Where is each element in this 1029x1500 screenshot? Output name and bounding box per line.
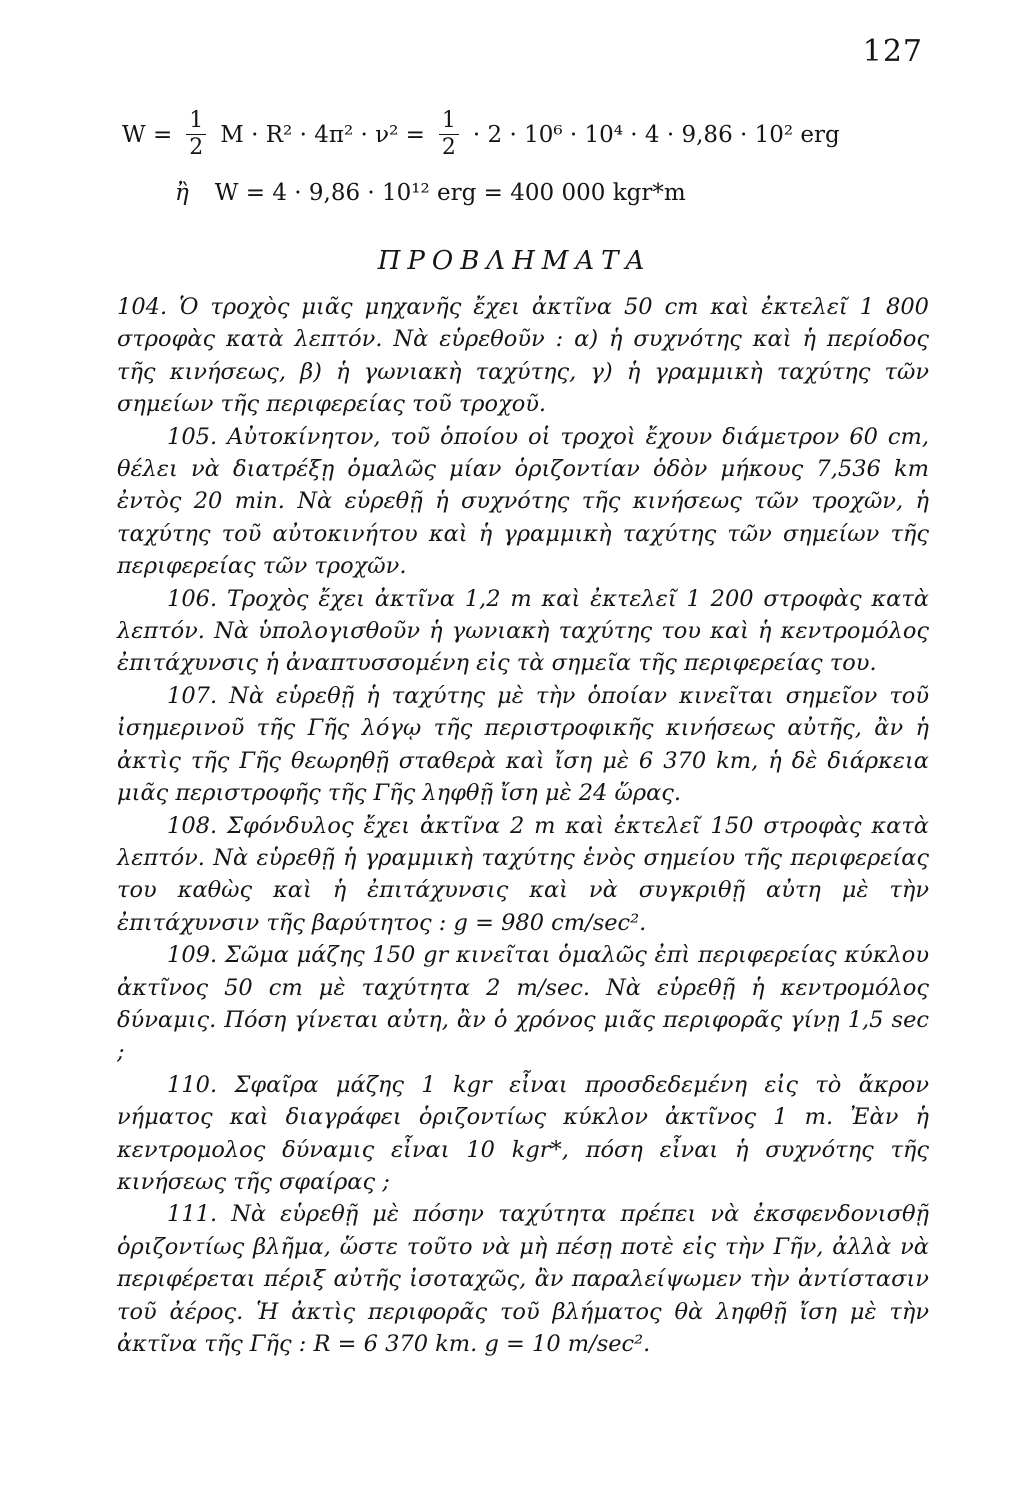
problem-text: Ὁ τροχὸς μιᾶς μηχανῆς ἔχει ἀκτῖνα 50 cm καὶ ἐκτελεῖ 1 800 στροφὰς κατὰ λεπτόν. Νὰ εὑρεθοῦν : α) ἡ συχνότης καὶ ἡ περίοδος τῆς κινήσεως, β) ἡ γωνιακὴ ταχύτης, γ) ἡ γραμμικὴ ταχύτης τῶν σημείων τῆς περιφερείας τοῦ τροχοῦ. [117, 294, 929, 418]
eq1-middle: M · R² · 4π² · ν² = [220, 121, 425, 148]
fraction-numerator: 1 [186, 110, 206, 135]
problem-109 [117, 939, 929, 1069]
eq1-lhs: W = [122, 121, 173, 148]
problem-number: 110. [167, 1071, 218, 1098]
energy-result-equation [175, 180, 686, 206]
section-heading: ΠΡΟΒΛΗΜΑΤΑ [377, 246, 652, 276]
problem-number: 107. [167, 682, 218, 709]
energy-equation [118, 110, 844, 159]
eq2-body: W = 4 · 9,86 · 10¹² erg = 400 000 kgr*m [214, 180, 686, 206]
problem-110 [117, 1069, 929, 1199]
problem-list [117, 291, 929, 1360]
problem-106 [117, 583, 929, 680]
half-fraction-2 [439, 110, 459, 159]
problem-text: Σῶμα μάζης 150 gr κινεῖται ὁμαλῶς ἐπὶ περιφερείας κύκλου ἀκτῖνος 50 cm μὲ ταχύτητα 2 m/sec. Νὰ εὑρεθῇ ἡ κεντρομόλος δύναμις. Πόση γίνεται αὐτη, ἂν ὁ χρόνος μιᾶς περιφορᾶς γίνῃ 1,5 sec ; [117, 942, 930, 1066]
fraction-denominator-2: 2 [441, 135, 456, 160]
page-number: 127 [862, 34, 923, 69]
fraction-denominator: 2 [189, 135, 204, 160]
problem-104 [117, 291, 929, 421]
problem-105 [117, 421, 929, 583]
problem-text: Νὰ εὑρεθῇ ἡ ταχύτης μὲ τὴν ὁποίαν κινεῖται σημεῖον τοῦ ἰσημερινοῦ τῆς Γῆς λόγῳ τῆς περιστροφικῆς κινήσεως αὐτῆς, ἂν ἡ ἀκτὶς τῆς Γῆς θεωρηθῇ σταθερὰ καὶ ἴση μὲ 6 370 km, ἡ δὲ διάρκεια μιᾶς περιστροφῆς τῆς Γῆς ληφθῇ ἴση μὲ 24 ὥρας. [117, 682, 929, 807]
problem-number: 106. [167, 585, 218, 612]
eq2-prefix: ἢ [175, 180, 189, 206]
problem-108 [117, 810, 929, 940]
problem-text: Σφαῖρα μάζης 1 kgr εἶναι προσδεδεμένη εἰς τὸ ἄκρον νήματος καὶ διαγράφει ὁριζοντίως κύκλον ἀκτῖνος 1 m. Ἐὰν ἡ κεντρομολος δύναμις εἶναι 10 kgr*, πόση εἶναι ἡ συχνότης τῆς κινήσεως τῆς σφαίρας ; [117, 1071, 929, 1195]
problem-number: 108. [167, 812, 218, 839]
problem-number: 109. [167, 942, 218, 969]
fraction-numerator-2: 1 [439, 110, 459, 135]
problem-text: Σφόνδυλος ἔχει ἀκτῖνα 2 m καὶ ἐκτελεῖ 150 στροφὰς κατὰ λεπτόν. Νὰ εὑρεθῇ ἡ γραμμικὴ ταχύτης ἑνὸς σημείου τῆς περιφερείας του καθὼς καὶ ἡ ἐπιτάχυνσις καὶ νὰ συγκριθῇ αὐτη μὲ τὴν ἐπιτάχυνσιν τῆς βαρύτητος : g = 980 cm/sec². [117, 812, 929, 936]
problem-text: Νὰ εὑρεθῇ μὲ πόσην ταχύτητα πρέπει νὰ ἐκσφενδονισθῇ ὁριζοντίως βλῆμα, ὥστε τοῦτο νὰ μὴ πέσῃ ποτὲ εἰς τὴν Γῆν, ἀλλὰ νὰ περιφέρεται πέριξ αὐτῆς ἰσοταχῶς, ἂν παραλείψωμεν τὴν ἀντίστασιν τοῦ ἀέρος. Ἡ ἀκτὶς περιφορᾶς τοῦ βλήματος θὰ ληφθῇ ἴση μὲ τὴν ἀκτῖνα τῆς Γῆς : R = 6 370 km. g = 10 m/sec². [117, 1201, 929, 1357]
problem-number: 104. [117, 294, 168, 320]
problem-text: Τροχὸς ἔχει ἀκτῖνα 1,2 m καὶ ἐκτελεῖ 1 200 στροφὰς κατὰ λεπτόν. Νὰ ὑπολογισθοῦν ἡ γωνιακὴ ταχύτης του καὶ ἡ κεντρομόλος ἐπιτάχυνσις ἡ ἀναπτυσσομένη εἰς τὰ σημεῖα τῆς περιφερείας του. [117, 585, 929, 677]
problem-text: Αὐτοκίνητον, τοῦ ὁποίου οἱ τροχοὶ ἔχουν διάμετρον 60 cm, θέλει νὰ διατρέξῃ ὁμαλῶς μίαν ὁριζοντίαν ὁδὸν μήκους 7,536 km ἐντὸς 20 min. Νὰ εὑρεθῇ ἡ συχνότης τῆς κινήσεως τῶν τροχῶν, ἡ ταχύτης τοῦ αὐτοκινήτου καὶ ἡ γραμμικὴ ταχύτης τῶν σημείων τῆς περιφερείας τῶν τροχῶν. [117, 423, 930, 580]
eq1-rhs: · 2 · 10⁶ · 10⁴ · 4 · 9,86 · 10² erg [472, 121, 840, 148]
problem-number: 105. [167, 423, 218, 450]
problem-107 [117, 680, 929, 810]
half-fraction [186, 110, 206, 159]
problem-111 [117, 1198, 929, 1360]
problem-number: 111. [167, 1201, 218, 1228]
